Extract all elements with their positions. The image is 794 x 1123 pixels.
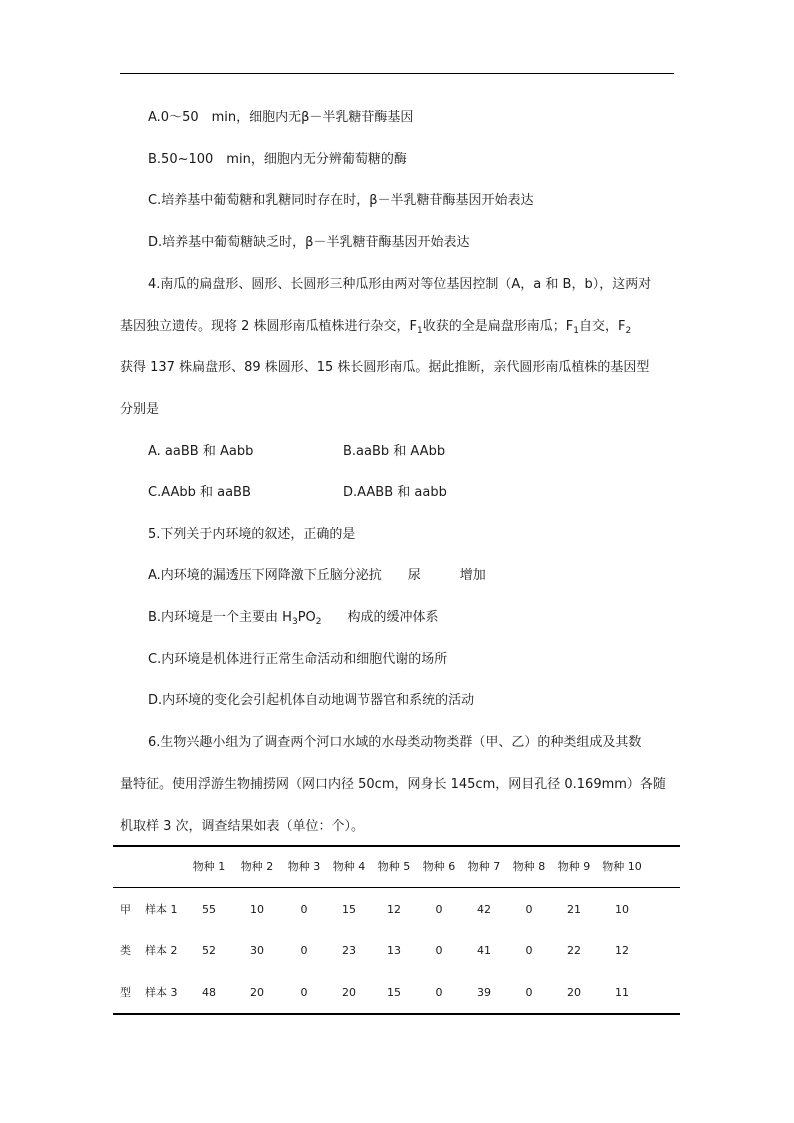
table-cell: 30 — [250, 944, 264, 957]
table-top-rule — [113, 845, 680, 847]
group-label-char: 甲 — [120, 903, 131, 916]
row-label: 样本 2 — [145, 944, 178, 957]
q4-option-c: C.AAbb 和 aaBB — [148, 485, 251, 500]
table-cell: 10 — [615, 903, 629, 916]
q6-stem-line2: 量特征。使用浮游生物捕捞网（网口内径 50cm，网身长 145cm，网目孔径 0.169mm）各随 — [120, 777, 666, 792]
q6-stem-line1: 6.生物兴趣小组为了调查两个河口水域的水母类动物类群（甲、乙）的种类组成及其数 — [148, 735, 642, 750]
table-cell: 0 — [435, 944, 443, 957]
table-cell: 42 — [477, 903, 491, 916]
q4-option-a: A. aaBB 和 Aabb — [148, 444, 254, 459]
table-header-cell: 物种 4 — [332, 860, 366, 873]
group-label-char: 型 — [120, 986, 131, 999]
q5-stem: 5.下列关于内环境的叙述，正确的是 — [148, 527, 356, 542]
table-header-cell: 物种 10 — [602, 860, 642, 873]
table-header-cell: 物种 9 — [557, 860, 591, 873]
table-header-cell: 物种 2 — [240, 860, 274, 873]
table-cell: 20 — [567, 986, 581, 999]
q5-option-a: A.内环境的漏透压下网降激下丘脑分泌抗 尿 增加 — [148, 568, 486, 583]
q3-option-c: C.培养基中葡萄糖和乳糖同时存在时，β－半乳糖苷酶基因开始表达 — [148, 193, 534, 208]
table-cell: 15 — [342, 903, 356, 916]
q4-stem-line2 — [120, 318, 631, 340]
q4-line2-sub1: 1 — [417, 326, 423, 336]
header-rule — [120, 73, 674, 74]
q4-line2-sub2: 1 — [573, 326, 579, 336]
table-cell: 0 — [300, 903, 308, 916]
q6-stem-line3: 机取样 3 次，调查结果如表（单位：个）。 — [120, 819, 365, 834]
table-cell: 20 — [250, 986, 264, 999]
q3-option-d: D.培养基中葡萄糖缺乏时，β－半乳糖苷酶基因开始表达 — [148, 235, 470, 250]
table-header-cell: 物种 1 — [192, 860, 226, 873]
table-cell: 22 — [567, 944, 581, 957]
q4-line2-a: 基因独立遗传。现将 2 株圆形南瓜植株进行杂交，F — [120, 319, 418, 334]
q4-stem-line4: 分别是 — [120, 402, 160, 417]
row-label: 样本 3 — [145, 986, 178, 999]
table-cell: 21 — [567, 903, 581, 916]
q4-stem-line3: 获得 137 株扁盘形、89 株圆形、15 株长圆形南瓜。据此推断，亲代圆形南瓜植株的基因型 — [120, 360, 650, 375]
table-cell: 12 — [615, 944, 629, 957]
table-cell: 0 — [525, 903, 533, 916]
table-cell: 0 — [300, 944, 308, 957]
table-cell: 23 — [342, 944, 356, 957]
table-header-cell: 物种 3 — [287, 860, 321, 873]
q5-optb-sub1: 3 — [291, 617, 298, 627]
table-cell: 0 — [300, 986, 308, 999]
q5-optb-a: B.内环境是一个主要由 H — [148, 610, 292, 625]
q4-line2-c: 自交，F — [578, 319, 626, 334]
table-cell: 0 — [525, 944, 533, 957]
table-cell: 12 — [387, 903, 401, 916]
table-header-cell: 物种 7 — [467, 860, 501, 873]
table-cell: 0 — [435, 986, 443, 999]
row-label: 样本 1 — [145, 903, 178, 916]
q5-optb-sub2: 2 — [315, 617, 322, 627]
q4-line2-sub3: 2 — [625, 326, 632, 336]
table-cell: 52 — [202, 944, 216, 957]
table-cell: 0 — [435, 903, 443, 916]
q4-stem-line1: 4.南瓜的扁盘形、圆形、长圆形三种瓜形由两对等位基因控制（A，a 和 B，b），这两对 — [148, 277, 652, 292]
table-header-rule — [113, 887, 680, 888]
q5-option-d: D.内环境的变化会引起机体自动地调节器官和系统的活动 — [148, 693, 475, 708]
q4-option-d: D.AABB 和 aabb — [343, 485, 447, 500]
table-cell: 10 — [250, 903, 264, 916]
table-cell: 39 — [477, 986, 491, 999]
q3-option-b: B.50~100 min，细胞内无分辨葡萄糖的酶 — [148, 152, 407, 167]
table-header-cell: 物种 5 — [377, 860, 411, 873]
q4-line2-b: 收获的全是扁盘形南瓜；F — [422, 319, 574, 334]
table-bottom-rule — [113, 1013, 680, 1015]
table-cell: 11 — [615, 986, 629, 999]
q5-optb-c: 构成的缓冲体系 — [321, 610, 439, 625]
table-cell: 13 — [387, 944, 401, 957]
table-cell: 0 — [525, 986, 533, 999]
q5-optb-b: PO — [297, 610, 316, 625]
table-header-cell: 物种 6 — [422, 860, 456, 873]
group-label-char: 类 — [120, 944, 131, 957]
q4-option-b: B.aaBb 和 AAbb — [343, 444, 446, 459]
q5-option-b — [148, 609, 439, 631]
table-cell: 15 — [387, 986, 401, 999]
table-cell: 55 — [202, 903, 216, 916]
q3-option-a: A.0～50 min，细胞内无β－半乳糖苷酶基因 — [148, 110, 414, 125]
table-cell: 20 — [342, 986, 356, 999]
table-cell: 48 — [202, 986, 216, 999]
table-cell: 41 — [477, 944, 491, 957]
table-header-cell: 物种 8 — [512, 860, 546, 873]
q5-option-c: C.内环境是机体进行正常生命活动和细胞代谢的场所 — [148, 652, 448, 667]
